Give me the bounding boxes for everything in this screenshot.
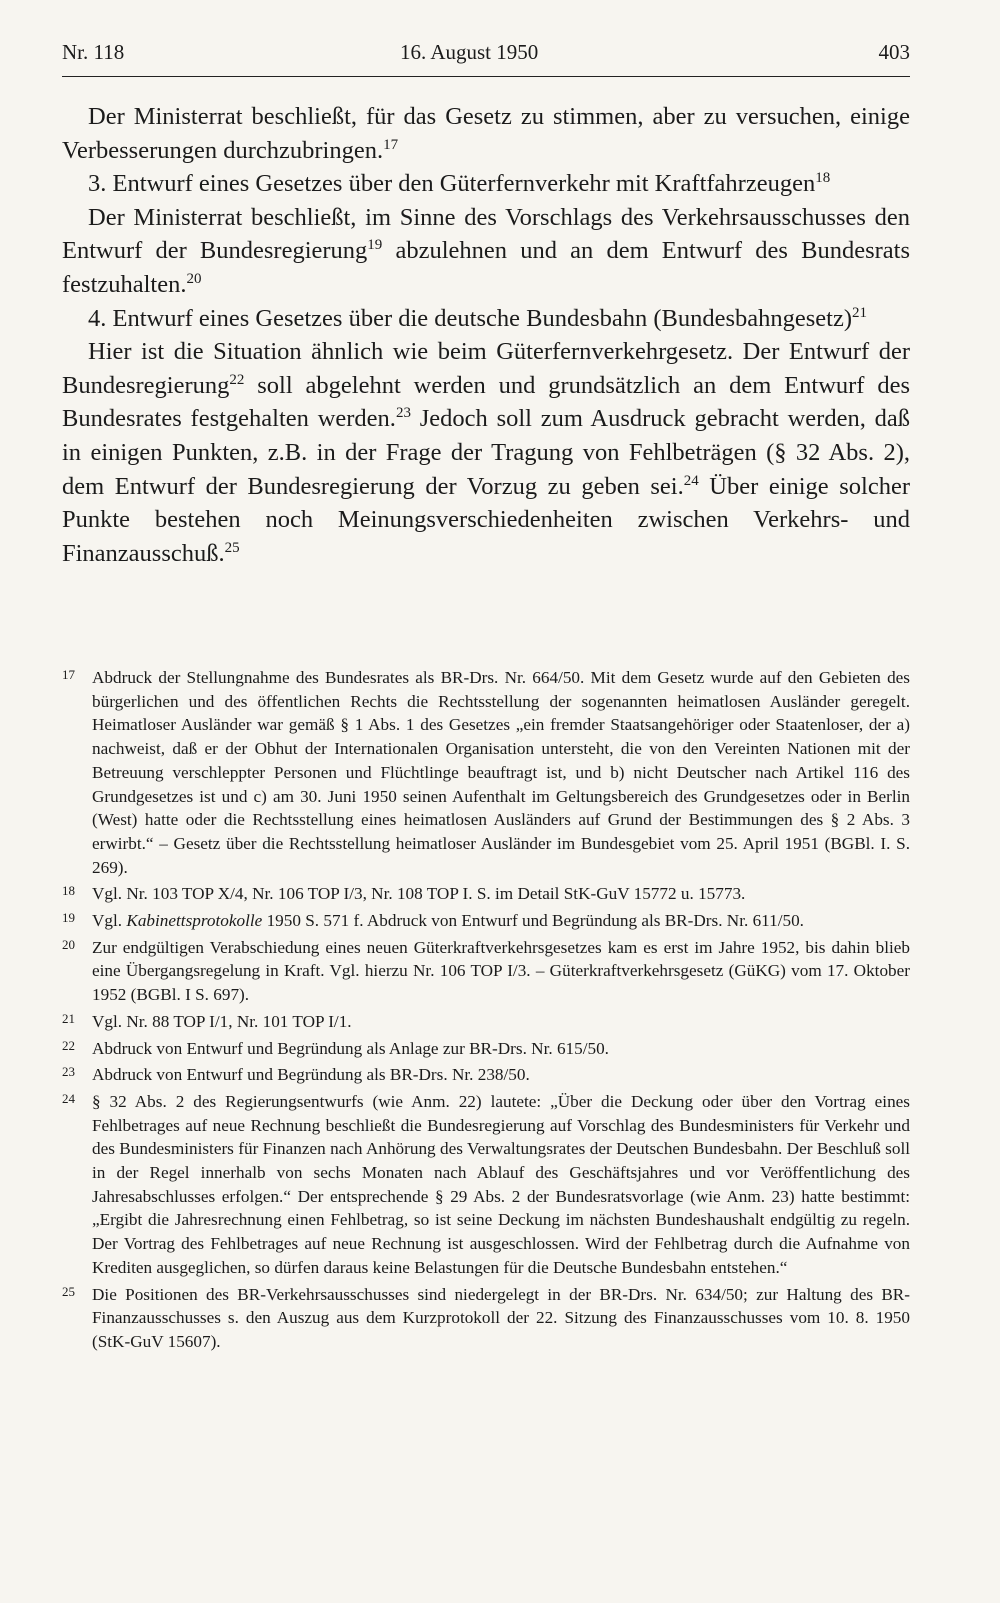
paragraph-resolution-1: Der Ministerrat beschließt, für das Gesetz zu stimmen, aber zu versuchen, einige Verbesserungen durchzubringen.$^{17}$: [62, 103, 910, 164]
footnote-21: 21 Vgl. Nr. 88 TOP I/1, Nr. 101 TOP I/1.: [62, 1010, 352, 1031]
agenda-item-3: 3. Entwurf eines Gesetzes über den Güterfernverkehr mit Kraftfahrzeugen$^{18}$: [88, 170, 831, 198]
agenda-item-4: 4. Entwurf eines Gesetzes über die deutsche Bundesbahn (Bundesbahngesetz)$^{21}$: [88, 304, 868, 332]
footnote-23: 23 Abdruck von Entwurf und Begründung als BR-Drs. Nr. 238/50.: [62, 1064, 530, 1085]
footnote-24: 24 § 32 Abs. 2 des Regierungsentwurfs (wie Anm. 22) lautete: „Über die Deckung oder über den Vortrag eines Fehlbetrages auf neue Rechnung beschließt die Bundesregierung auf Vorschlag des Bundesministers für Verkehr und des Bundesministers für Finanzen nach Anhörung des Verwaltungsrates der Deutschen Bundesbahn. Der Beschluß soll in der Regel innerhalb von sechs Monaten nach Ablauf des Geschäftsjahres und vor Veröffentlichung des Jahresabschlusses erfolgen.“ Der entsprechende § 29 Abs. 2 der Bundesratsvorlage (wie Anm. 23) hatte bestimmt: „Ergibt die Jahresrechnung einen Fehlbetrag, so ist seine Deckung im nächsten Bundeshaushalt endgültig zu regeln. Der Vortrag des Fehlbetrages auf neue Rechnung ist ausgeschlossen. Wird der Fehlbetrag durch die Aufnahme von Krediten ausgeglichen, so dürfen daraus keine Belastungen für die Deutsche Bundesbahn entstehen.“: [62, 1090, 910, 1277]
footnote-20: 20 Zur endgültigen Verabschiedung eines neuen Güterkraftverkehrsgesetzes kam es erst im Jahre 1952, bis dahin blieb eine Übergangsregelung in Kraft. Vgl. hierzu Nr. 106 TOP I/3. – Güterkraftverkehrsgesetz (GüKG) vom 17. Oktober 1952 (BGBl. I S. 697).: [62, 936, 910, 1005]
running-header: [62, 36, 910, 77]
italic-title: Kabinettsprotokolle: [126, 911, 263, 931]
footnote-22: 22 Abdruck von Entwurf und Begründung als Anlage zur BR-Drs. Nr. 615/50.: [62, 1037, 609, 1058]
footnote-19: 19 Vgl. Kabinettsprotokolle 1950 S. 571 f. Abdruck von Entwurf und Begründung als BR-Drs. Nr. 611/50.: [62, 910, 804, 931]
footnote-ref[interactable]: 17: [383, 136, 399, 153]
footnote-ref[interactable]: 20: [186, 270, 202, 287]
header-date: 16. August 1950: [400, 40, 539, 64]
footnotes: [62, 666, 910, 1357]
footnote-ref[interactable]: 23: [395, 405, 411, 422]
footnote-ref[interactable]: 21: [852, 304, 868, 321]
main-text: [62, 100, 910, 570]
page-number: 403: [878, 40, 910, 64]
footnote-ref[interactable]: 19: [367, 237, 383, 254]
footnote-ref[interactable]: 25: [224, 539, 240, 556]
document-number: Nr. 118: [62, 40, 125, 64]
footnote-25: 25 Die Positionen des BR-Verkehrsausschusses sind niedergelegt in der BR-Drs. Nr. 634/50; zur Haltung des BR-Finanzausschusses s. den Auszug aus dem Kurzprotokoll der 22. Sitzung des Finanzausschusses vom 10. 8. 1950 (StK-GuV 15607).: [62, 1283, 910, 1351]
footnote-ref[interactable]: 18: [815, 170, 831, 187]
footnote-ref[interactable]: 24: [683, 472, 699, 489]
paragraph-discussion-4: Hier ist die Situation ähnlich wie beim Güterfernverkehrgesetz. Der Entwurf der Bundesregierung$^{22}$ soll abgelehnt werden und grundsätzlich an dem Entwurf des Bundesrates festgehalten werden.$^{23}$ Jedoch soll zum Ausdruck gebracht werden, daß in einigen Punkten, z.B. in der Frage der Tragung von Fehlbeträgen (§ 32 Abs. 2), dem Entwurf der Bundesregierung der Vorzug zu geben sei.$^{24}$ Über einige solcher Punkte bestehen noch Meinungsverschiedenheiten zwischen Verkehrs- und Finanzausschuß.$^{25}$: [62, 338, 910, 567]
footnote-17: 17 Abdruck der Stellungnahme des Bundesrates als BR-Drs. Nr. 664/50. Mit dem Gesetz wurde auf den Gebieten des bürgerlichen und des öffentlichen Rechts die Rechtsstellung der sogenannten heimatlosen Ausländer geregelt. Heimatloser Ausländer war gemäß § 1 Abs. 1 des Gesetzes „ein fremder Staatsangehöriger oder Staatenloser, der a) nachweist, daß er der Obhut der Internationalen Organisation untersteht, die von den Vereinten Nationen mit der Betreuung verschleppter Personen und Flüchtlinge beauftragt ist, und b) nicht Deutscher nach Artikel 116 des Grundgesetzes ist und c) am 30. Juni 1950 seinen Aufenthalt im Geltungsbereich des Grundgesetzes oder in Berlin (West) hatte oder die Rechtsstellung eines heimatlosen Ausländers auf Grund der Bestimmungen des § 2 Abs. 3 erwirbt.“ – Gesetz über die Rechtsstellung heimatloser Ausländer im Bundesgebiet vom 25. April 1951 (BGBl. I. S. 269).: [62, 667, 910, 877]
footnote-18: 18 Vgl. Nr. 103 TOP X/4, Nr. 106 TOP I/3, Nr. 108 TOP I. S. im Detail StK-GuV 15772 u. 15773.: [62, 883, 746, 904]
paragraph-resolution-3: Der Ministerrat beschließt, im Sinne des Vorschlags des Verkehrsausschusses den Entwurf der Bundesregierung$^{19}$ abzulehnen und an dem Entwurf des Bundesrats festzuhalten.$^{20}$: [62, 203, 910, 298]
footnote-ref[interactable]: 22: [229, 371, 245, 388]
